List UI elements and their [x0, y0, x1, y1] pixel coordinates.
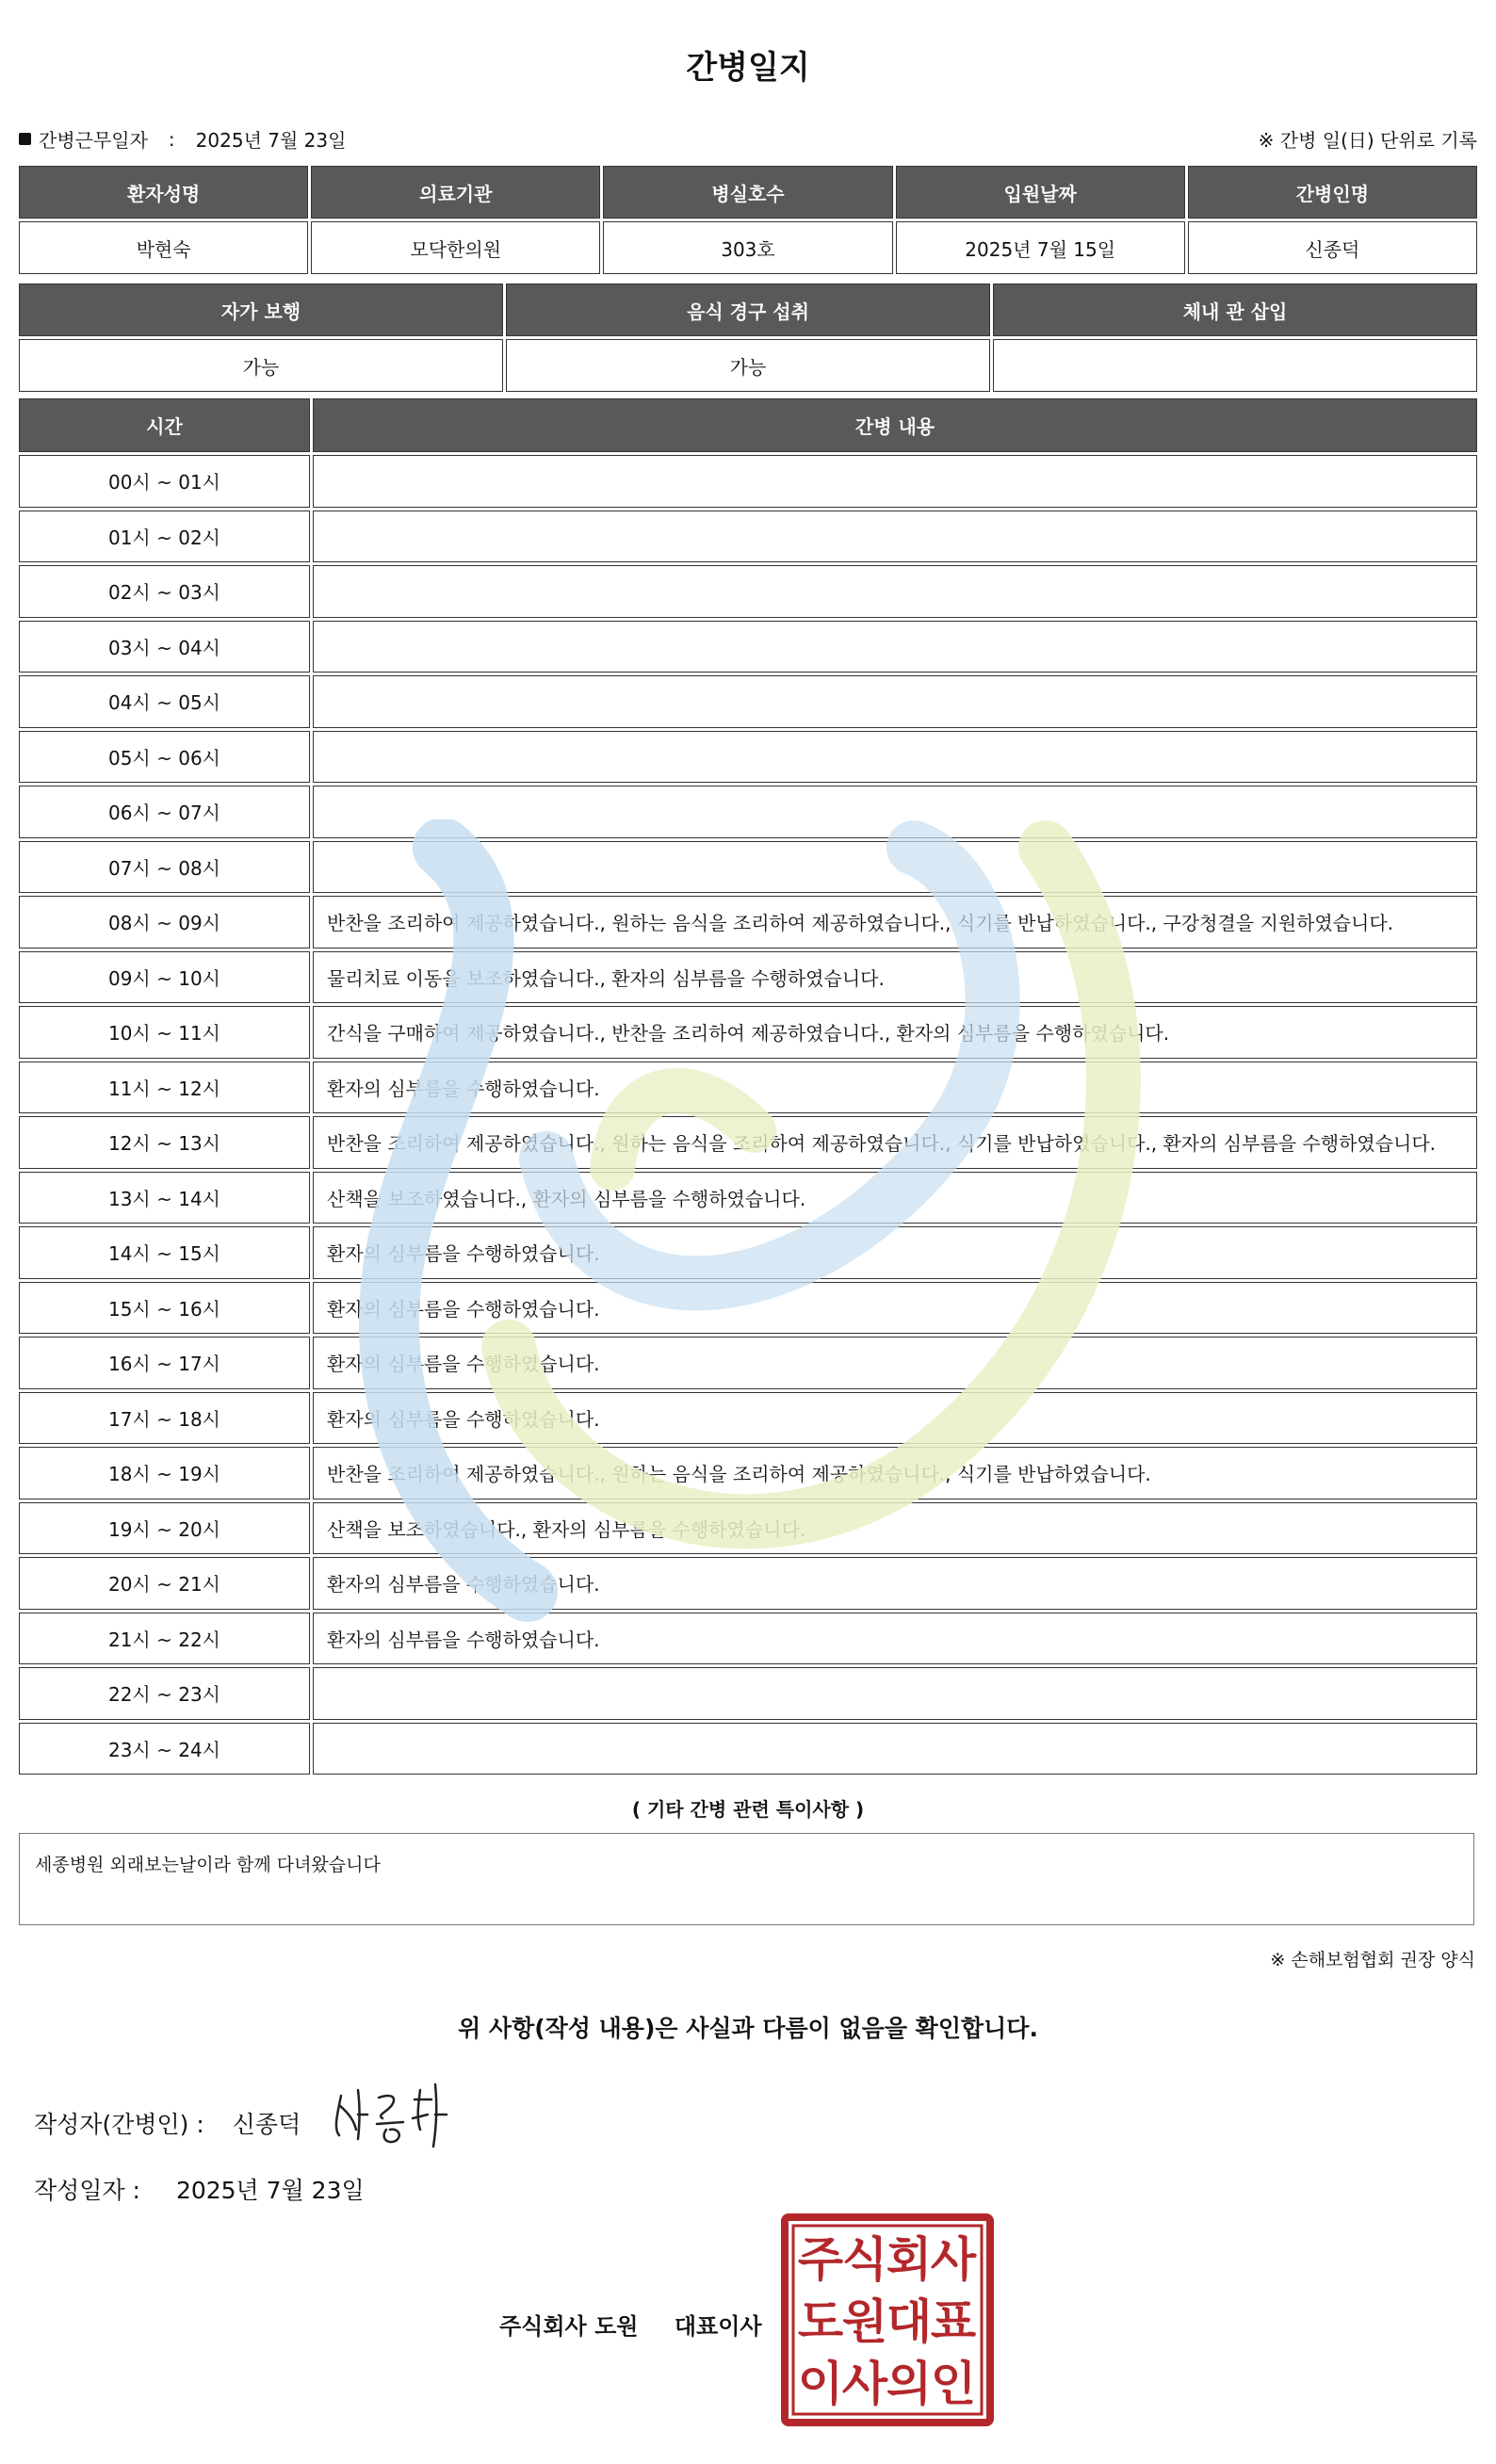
- ability-header-row: [19, 284, 1477, 336]
- seal-glyph: 원: [841, 2294, 888, 2349]
- seal-glyph: 도: [797, 2294, 844, 2349]
- seal-glyph: 식: [841, 2232, 888, 2287]
- care-log-content: [313, 841, 1477, 894]
- care-log-content: 간식을 구매하여 제공하였습니다., 반찬을 조리하여 제공하였습니다., 환자의 심부름을 수행하였습니다.: [313, 1006, 1477, 1059]
- header-time: 시간: [19, 398, 310, 452]
- header-tube-insertion: 체내 관 삽입: [993, 284, 1477, 336]
- care-log-content: 반찬을 조리하여 제공하였습니다., 원하는 음식을 조리하여 제공하였습니다., 식기를 반납하였습니다.: [313, 1447, 1477, 1499]
- care-log-content: 산책을 보조하였습니다., 환자의 심부름을 수행하였습니다.: [313, 1172, 1477, 1224]
- care-log-time: 09시 ~ 10시: [19, 951, 310, 1004]
- care-log-time: 04시 ~ 05시: [19, 675, 310, 728]
- care-log-content: [313, 731, 1477, 784]
- care-log-header-row: [19, 398, 1477, 452]
- confirmation-statement: 위 사항(작성 내용)은 사실과 다름이 없음을 확인합니다.: [458, 2015, 1038, 2042]
- care-log-content: 반찬을 조리하여 제공하였습니다., 원하는 음식을 조리하여 제공하였습니다., 식기를 반납하였습니다., 환자의 심부름을 수행하였습니다.: [313, 1116, 1477, 1169]
- care-log-row: [19, 675, 1477, 728]
- care-log-row: [19, 565, 1477, 618]
- care-log-row: [19, 841, 1477, 894]
- tube-insertion-value: [993, 339, 1477, 392]
- care-log-time: 05시 ~ 06시: [19, 731, 310, 784]
- header-admission-date: 입원날짜: [896, 166, 1185, 219]
- care-log-row: [19, 1282, 1477, 1335]
- care-log-time: 13시 ~ 14시: [19, 1172, 310, 1224]
- seal-glyph: 주: [797, 2232, 844, 2287]
- care-log-time: 03시 ~ 04시: [19, 621, 310, 673]
- patient-name-value: 박현숙: [19, 221, 308, 274]
- care-log-row: [19, 1557, 1477, 1610]
- remarks-title: ( 기타 간병 관련 특이사항 ): [631, 1798, 865, 1821]
- care-log-content: [313, 455, 1477, 508]
- patient-ability-table: [16, 281, 1480, 395]
- care-log-time: 22시 ~ 23시: [19, 1667, 310, 1720]
- seal-glyph: 이: [797, 2357, 844, 2411]
- care-log-content: 환자의 심부름을 수행하였습니다.: [313, 1062, 1477, 1114]
- care-log-time: 02시 ~ 03시: [19, 565, 310, 618]
- patient-info-value-row: [19, 221, 1477, 274]
- square-bullet-icon: [19, 133, 31, 145]
- seal-glyph: 사: [841, 2357, 888, 2411]
- medical-institution-value: 모닥한의원: [311, 221, 600, 274]
- care-log-time: 01시 ~ 02시: [19, 511, 310, 563]
- oral-intake-value: 가능: [506, 339, 990, 392]
- care-log-row: [19, 1337, 1477, 1389]
- admission-date-value: 2025년 7월 15일: [896, 221, 1185, 274]
- header-care-content: 간병 내용: [313, 398, 1477, 452]
- care-log-time: 12시 ~ 13시: [19, 1116, 310, 1169]
- work-date-label: 간병근무일자: [39, 129, 148, 152]
- header-caregiver-name: 간병인명: [1188, 166, 1477, 219]
- seal-glyph: 의: [886, 2357, 933, 2411]
- work-date-colon: :: [168, 127, 175, 151]
- care-log-content: 환자의 심부름을 수행하였습니다.: [313, 1613, 1477, 1665]
- hourly-care-log-table: [16, 396, 1480, 1777]
- care-log-content: 환자의 심부름을 수행하였습니다.: [313, 1337, 1477, 1389]
- form-source-note: ※ 손해보험협회 권장 양식: [1270, 1950, 1475, 1970]
- author-label: 작성자(간병인) :: [34, 2111, 204, 2138]
- care-log-row: [19, 1006, 1477, 1059]
- care-log-row: [19, 1226, 1477, 1279]
- care-log-time: 23시 ~ 24시: [19, 1723, 310, 1775]
- care-log-time: 19시 ~ 20시: [19, 1502, 310, 1555]
- header-room-number: 병실호수: [603, 166, 892, 219]
- care-log-row: [19, 951, 1477, 1004]
- care-log-row: [19, 1613, 1477, 1665]
- care-log-time: 00시 ~ 01시: [19, 455, 310, 508]
- care-log-time: 06시 ~ 07시: [19, 786, 310, 838]
- care-log-content: [313, 565, 1477, 618]
- work-date-value: 2025년 7월 23일: [195, 129, 347, 152]
- care-log-row: [19, 786, 1477, 838]
- care-log-content: 환자의 심부름을 수행하였습니다.: [313, 1226, 1477, 1279]
- seal-glyph: 사: [930, 2232, 977, 2287]
- care-log-row: [19, 1172, 1477, 1224]
- care-log-content: [313, 1723, 1477, 1775]
- seal-glyph: 대: [886, 2294, 933, 2349]
- care-log-row: [19, 1667, 1477, 1720]
- header-self-walking: 자가 보행: [19, 284, 503, 336]
- company-name: 주식회사 도원: [499, 2313, 639, 2340]
- company-seal-stamp-icon: [781, 2213, 994, 2426]
- ability-value-row: [19, 339, 1477, 392]
- header-oral-intake: 음식 경구 섭취: [506, 284, 990, 336]
- care-log-content: [313, 786, 1477, 838]
- care-log-time: 08시 ~ 09시: [19, 896, 310, 948]
- care-log-time: 15시 ~ 16시: [19, 1282, 310, 1335]
- care-log-row: [19, 896, 1477, 948]
- care-log-content: [313, 621, 1477, 673]
- care-log-content: 반찬을 조리하여 제공하였습니다., 원하는 음식을 조리하여 제공하였습니다., 식기를 반납하였습니다., 구강청결을 지원하였습니다.: [313, 896, 1477, 948]
- care-log-row: [19, 731, 1477, 784]
- care-log-row: [19, 455, 1477, 508]
- care-log-content: [313, 1667, 1477, 1720]
- meta-row: [19, 125, 1477, 154]
- care-log-row: [19, 1062, 1477, 1114]
- caregiver-name-value: 신종덕: [1188, 221, 1477, 274]
- care-log-content: 환자의 심부름을 수행하였습니다.: [313, 1282, 1477, 1335]
- care-log-time: 21시 ~ 22시: [19, 1613, 310, 1665]
- care-log-time: 10시 ~ 11시: [19, 1006, 310, 1059]
- written-date-line: [34, 2172, 365, 2206]
- author-line: [34, 2106, 301, 2140]
- care-log-time: 11시 ~ 12시: [19, 1062, 310, 1114]
- ceo-label: 대표이사: [674, 2313, 762, 2340]
- document-title: 간병일지: [686, 49, 810, 87]
- patient-info-table: [16, 163, 1480, 277]
- self-walking-value: 가능: [19, 339, 503, 392]
- care-log-content: 산책을 보조하였습니다., 환자의 심부름을 수행하였습니다.: [313, 1502, 1477, 1555]
- handwritten-signature-icon: [330, 2077, 471, 2152]
- care-log-content: [313, 511, 1477, 563]
- care-log-time: 20시 ~ 21시: [19, 1557, 310, 1610]
- care-log-row: [19, 511, 1477, 563]
- seal-glyph: 표: [930, 2294, 977, 2349]
- care-log-content: 환자의 심부름을 수행하였습니다.: [313, 1557, 1477, 1610]
- care-log-content: [313, 675, 1477, 728]
- remarks-box: [19, 1833, 1474, 1925]
- care-log-time: 16시 ~ 17시: [19, 1337, 310, 1389]
- care-log-time: 18시 ~ 19시: [19, 1447, 310, 1499]
- care-log-row: [19, 1502, 1477, 1555]
- care-log-time: 14시 ~ 15시: [19, 1226, 310, 1279]
- work-date-line: [19, 125, 346, 153]
- care-log-time: 17시 ~ 18시: [19, 1392, 310, 1445]
- written-date-value: 2025년 7월 23일: [175, 2177, 365, 2204]
- care-log-content: 환자의 심부름을 수행하였습니다.: [313, 1392, 1477, 1445]
- care-log-row: [19, 1116, 1477, 1169]
- header-medical-institution: 의료기관: [311, 166, 600, 219]
- patient-info-header-row: [19, 166, 1477, 219]
- care-log-row: [19, 621, 1477, 673]
- care-log-rows: [19, 455, 1477, 1775]
- care-log-row: [19, 1723, 1477, 1775]
- care-log-row: [19, 1447, 1477, 1499]
- written-date-label: 작성일자 :: [34, 2177, 140, 2204]
- room-number-value: 303호: [603, 221, 892, 274]
- seal-glyph: 회: [886, 2232, 933, 2287]
- author-name: 신종덕: [232, 2111, 301, 2138]
- seal-glyph: 인: [930, 2357, 977, 2411]
- care-log-time: 07시 ~ 08시: [19, 841, 310, 894]
- remarks-text: 세종병원 외래보는날이라 함께 다녀왔습니다: [35, 1855, 381, 1875]
- care-log-row: [19, 1392, 1477, 1445]
- record-unit-note: ※ 간병 일(日) 단위로 기록: [1258, 129, 1477, 152]
- care-log-content: 물리치료 이동을 보조하였습니다., 환자의 심부름을 수행하였습니다.: [313, 951, 1477, 1004]
- header-patient-name: 환자성명: [19, 166, 308, 219]
- company-line: [499, 2308, 762, 2341]
